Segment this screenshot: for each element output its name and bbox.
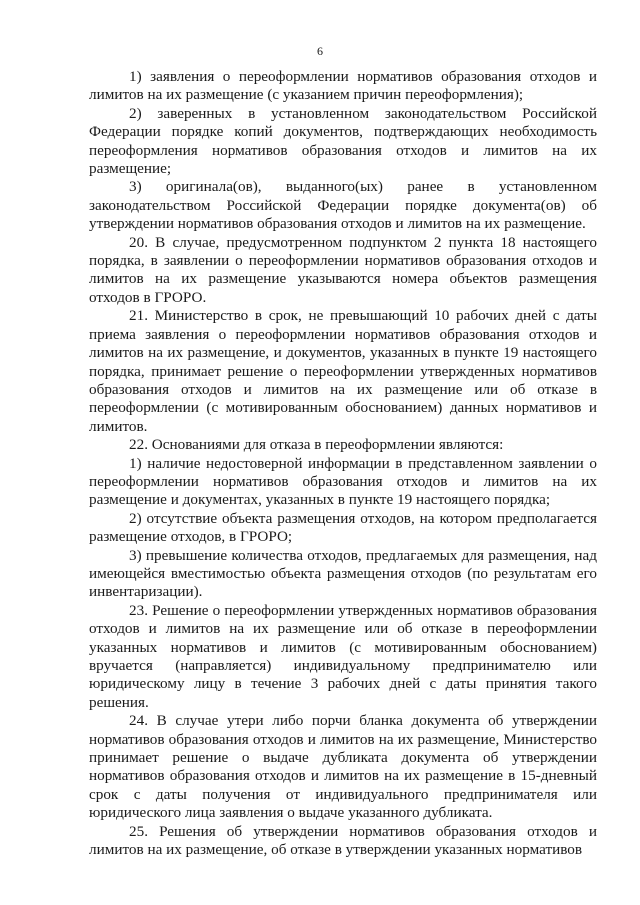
paragraph-clause-20: 20. В случае, предусмотренном подпунктом 2 пункта 18 настоящего порядка, в заявлении о переоформлении нормативов образования отходов и лимитов на их размещение указываются номера объектов размещения отходов в ГРОРО. [89, 233, 597, 306]
paragraph-clause-22-item-3: 3) превышение количества отходов, предлагаемых для размещения, над имеющейся вместимостью объекта размещения отходов (по результатам его инвентаризации). [89, 546, 597, 601]
paragraph-item-3: 3) оригинала(ов), выданного(ых) ранее в установленном законодательством Российской Федерации порядке документа(ов) об утверждении нормативов образования отходов и лимитов на их размещение. [89, 178, 597, 233]
paragraph-clause-22-item-1: 1) наличие недостоверной информации в представленном заявлении о переоформлении нормативов образования отходов и лимитов на их размещение и документах, указанных в пункте 19 настоящего порядка; [89, 454, 597, 509]
paragraph-clause-23: 23. Решение о переоформлении утвержденных нормативов образования отходов и лимитов на их размещение или об отказе в переоформлении указанных нормативов и лимитов (с мотивированным обоснованием) вручается (направляется) индивидуальному предпринимателю или юридическому лицу в течение 3 рабочих дней с даты принятия такого решения. [89, 601, 597, 711]
paragraph-clause-22-item-2: 2) отсутствие объекта размещения отходов, на котором предполагается размещение отходов, в ГРОРО; [89, 509, 597, 546]
paragraph-item-2: 2) заверенных в установленном законодательством Российской Федерации порядке копий документов, подтверждающих необходимость переоформления нормативов образования отходов и лимитов на их размещение; [89, 104, 597, 178]
paragraph-clause-21: 21. Министерство в срок, не превышающий 10 рабочих дней с даты приема заявления о переоформлении нормативов образования отходов и лимитов на их размещение, и документов, указанных в пункте 19 настоящего порядка, принимает решение о переоформлении утвержденных нормативов образования отходов и лимитов на их размещение или об отказе в переоформлении (с мотивированным обоснованием) данных нормативов и лимитов. [89, 307, 597, 435]
paragraph-clause-25: 25. Решения об утверждении нормативов образования отходов и лимитов на их размещение, об отказе в утверждении указанных нормативов [89, 822, 597, 859]
paragraph-clause-24: 24. В случае утери либо порчи бланка документа об утверждении нормативов образования отходов и лимитов на их размещение, Министерство принимает решение о выдаче дубликата документа об утверждении нормативов образования отходов и лимитов на их размещение в 15-дневный срок с даты получения от индивидуального предпринимателя или юридического лица заявления о выдаче указанного дубликата. [89, 712, 597, 822]
page-number: 6 [317, 44, 323, 58]
paragraph-clause-22: 22. Основаниями для отказа в переоформлении являются: [129, 436, 504, 454]
document-body [89, 68, 597, 859]
paragraph-item-1: 1) заявления о переоформлении нормативов образования отходов и лимитов на их размещение (с указанием причин переоформления); [89, 68, 597, 104]
